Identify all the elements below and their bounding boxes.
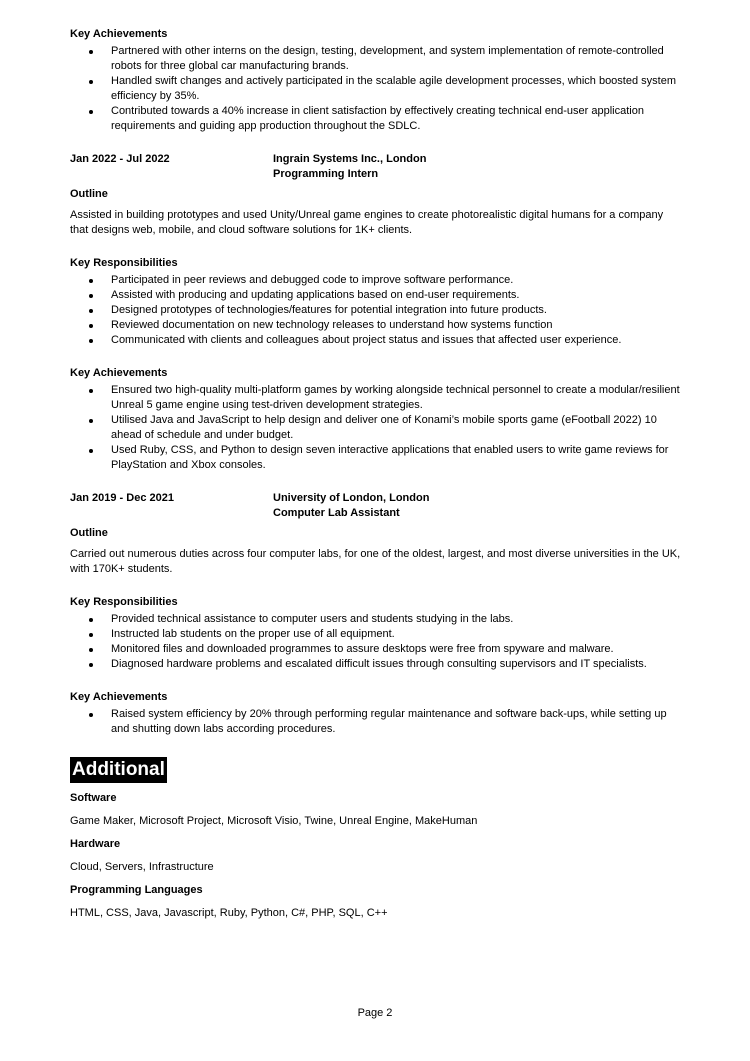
achievements-list — [70, 383, 682, 473]
outline-heading: Outline — [70, 527, 108, 539]
achievements-list — [70, 707, 682, 737]
responsibility-item: Reviewed documentation on new technology releases to understand how systems function — [111, 318, 682, 333]
responsibilities-list — [70, 612, 682, 672]
languages-heading: Programming Languages — [70, 884, 203, 896]
responsibility-item: Monitored files and downloaded programmes to assure desktops were free from spyware and malware. — [111, 642, 682, 657]
languages-list: HTML, CSS, Java, Javascript, Ruby, Python, C#, PHP, SQL, C++ — [70, 907, 388, 919]
job-role: Programming Intern — [273, 168, 379, 180]
job-dates: Jan 2019 - Dec 2021 — [70, 492, 174, 504]
achievement-item: Contributed towards a 40% increase in client satisfaction by effectively creating technical end-user application requirements and guiding app production throughout the SDLC. — [111, 104, 682, 134]
achievement-item: Handled swift changes and actively participated in the scalable agile development processes, which boosted system efficiency by 35%. — [111, 74, 682, 104]
responsibility-item: Diagnosed hardware problems and escalated difficult issues through consulting supervisors and IT specialists. — [111, 657, 682, 672]
key-achievements-heading: Key Achievements — [70, 691, 168, 703]
achievement-item: Partnered with other interns on the design, testing, development, and system implementation of remote-controlled robots for three global car manufacturing brands. — [111, 44, 682, 74]
software-heading: Software — [70, 792, 117, 804]
resume-page — [70, 27, 682, 921]
job-ingrain — [70, 152, 682, 473]
outline-text: Carried out numerous duties across four computer labs, for one of the oldest, largest, and most diverse universities in the UK, with 170K+ students. — [70, 548, 681, 575]
responsibility-item: Designed prototypes of technologies/features for potential integration into future products. — [111, 303, 682, 318]
key-achievements-heading: Key Achievements — [70, 28, 168, 40]
hardware-heading: Hardware — [70, 838, 121, 850]
job-university — [70, 491, 682, 737]
section-title-additional: Additional — [70, 757, 167, 783]
page-number: Page 2 — [357, 1007, 393, 1019]
key-responsibilities-heading: Key Responsibilities — [70, 596, 178, 608]
achievement-item: Used Ruby, CSS, and Python to design seven interactive applications that enabled users to write game reviews for PlayStation and Xbox consoles. — [111, 443, 682, 473]
responsibility-item: Communicated with clients and colleagues about project status and issues that affected user experience. — [111, 333, 682, 348]
achievements-list — [70, 44, 682, 134]
outline-text: Assisted in building prototypes and used Unity/Unreal game engines to create photorealistic digital humans for a company that designs web, mobile, and cloud software solutions for 1K+ clients. — [70, 209, 664, 236]
achievement-item: Ensured two high-quality multi-platform games by working alongside technical personnel to create a modular/resilient Unreal 5 game engine using test-driven development strategies. — [111, 383, 682, 413]
job-header — [70, 152, 682, 182]
job-org: University of London, London — [273, 492, 430, 504]
responsibility-item: Participated in peer reviews and debugged code to improve software performance. — [111, 273, 682, 288]
job-role: Computer Lab Assistant — [273, 507, 400, 519]
key-achievements-heading: Key Achievements — [70, 367, 168, 379]
job-continuation — [70, 27, 682, 134]
job-header — [70, 491, 682, 521]
outline-heading: Outline — [70, 188, 108, 200]
responsibility-item: Instructed lab students on the proper use of all equipment. — [111, 627, 682, 642]
hardware-list: Cloud, Servers, Infrastructure — [70, 861, 214, 873]
additional-section — [70, 757, 682, 921]
achievement-item: Utilised Java and JavaScript to help design and deliver one of Konami’s mobile sports game (eFootball 2022) 10 ahead of schedule and under budget. — [111, 413, 682, 443]
responsibilities-list — [70, 273, 682, 348]
achievement-item: Raised system efficiency by 20% through performing regular maintenance and software back-ups, while setting up and shutting down labs according procedures. — [111, 707, 682, 737]
key-responsibilities-heading: Key Responsibilities — [70, 257, 178, 269]
responsibility-item: Assisted with producing and updating applications based on end-user requirements. — [111, 288, 682, 303]
responsibility-item: Provided technical assistance to computer users and students studying in the labs. — [111, 612, 682, 627]
job-org: Ingrain Systems Inc., London — [273, 153, 427, 165]
job-dates: Jan 2022 - Jul 2022 — [70, 153, 170, 165]
software-list: Game Maker, Microsoft Project, Microsoft Visio, Twine, Unreal Engine, MakeHuman — [70, 815, 478, 827]
